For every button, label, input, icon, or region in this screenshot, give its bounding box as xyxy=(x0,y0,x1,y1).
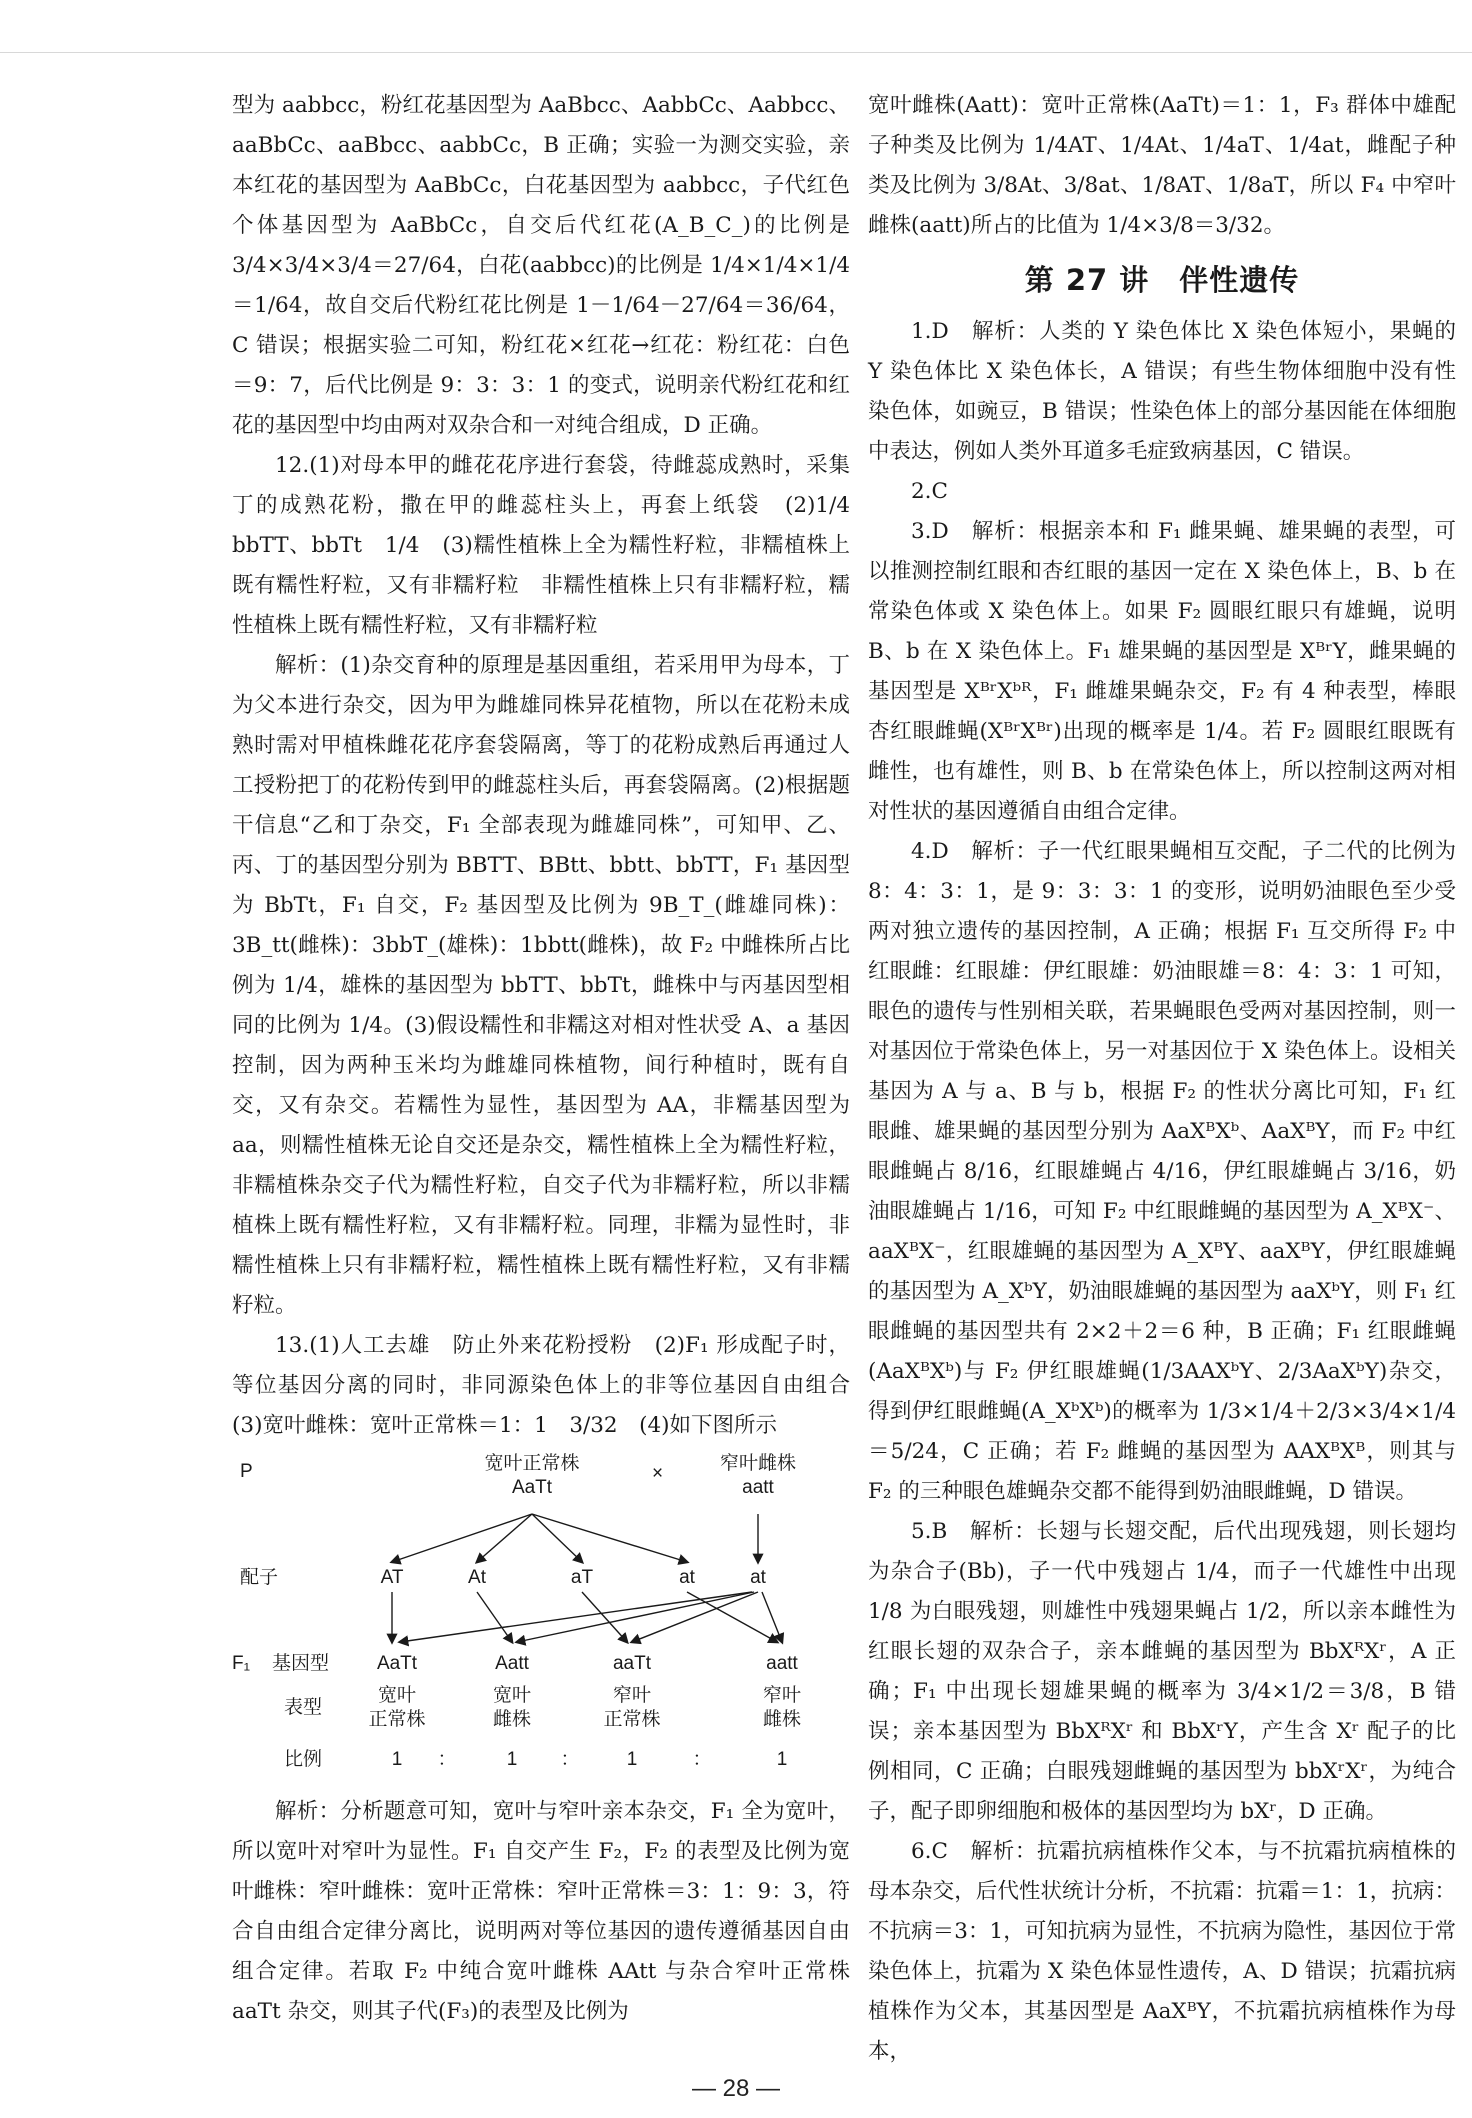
chapter-title: 第 27 讲 伴性遗传 xyxy=(1024,263,1300,297)
offspring-ratio: 1 xyxy=(391,1749,403,1770)
answer-6: 6.C 解析：抗霜抗病植株作父本，与不抗霜抗病植株的母本杂交，后代性状统计分析，不抗霜：抗霜＝1：1，抗病：不抗病＝3：1，可知抗病为显性，不抗病为隐性，基因位于常染色体上，抗霜为 X 染色体显性遗传，A、D 错误；抗霜抗病植株作为父本，其基因型是 AaXᴮY，不抗霜抗病植株作为母本， xyxy=(868,1839,1456,2064)
offspring-ratio: 1 xyxy=(626,1749,638,1770)
offspring-phenotype: 宽叶 xyxy=(492,1685,531,1706)
answer-1: 1.D 解析：人类的 Y 染色体比 X 染色体短小，果蝇的 Y 染色体比 X 染色体长，A 错误；有些生物体细胞中没有性染色体，如豌豆，B 错误；性染色体上的部分基因能在体细胞中表达，例如人类外耳道多毛症致病基因，C 错误。 xyxy=(868,319,1456,464)
offspring-genotype: Aatt xyxy=(495,1653,529,1674)
top-rule xyxy=(0,52,1472,53)
p-label: P xyxy=(240,1461,253,1482)
analysis-13: 解析：分析题意可知，宽叶与窄叶亲本杂交，F₁ 全为宽叶，所以宽叶对窄叶为显性。F₁ 自交产生 F₂，F₂ 的表型及比例为宽叶雌株：窄叶雌株：宽叶正常株：窄叶正常株＝3：1：9：3，符合自由组合定律分离比，说明两对等位基因的遗传遵循基因自由组合定律。若取 F₂ 中纯合宽叶雌株 AAtt 与杂合窄叶正常株 aaTt 杂交，则其子代(F₃)的表型及比例为 xyxy=(232,1799,850,2024)
offspring-phenotype: 宽叶 xyxy=(377,1685,416,1706)
paragraph-11-tail: 型为 aabbcc，粉红花基因型为 AaBbcc、AabbCc、Aabbcc、aaBbCc、aaBbcc、aabbCc，B 正确；实验一为测交实验，亲本红花的基因型为 AaBbCc，白花基因型为 aabbcc，子代红色个体基因型为 AaBbCc，自交后代红花(A_B_C_)的比例是 3/4×3/4×3/4＝27/64，白花(aabbcc)的比例是 1/4×1/4×1/4＝1/64，故自交后代粉红花比例是 1－1/64－27/64＝36/64，C 错误；根据实验二可知，粉红花×红花→红花：粉红花：白色＝9：7，后代比例是 9：3：3：1 的变式，说明亲代粉红花和红花的基因型中均由两对双杂合和一对纯合组成，D 正确。 xyxy=(232,93,850,438)
answer-4: 4.D 解析：子一代红眼果蝇相互交配，子二代的比例为 8：4：3：1，是 9：3：3：1 的变形，说明奶油眼色至少受两对独立遗传的基因控制，A 正确；根据 F₁ 互交所得 F₂ 中红眼雌：红眼雄：伊红眼雄：奶油眼雄＝8：4：3：1 可知，眼色的遗传与性别相关联，若果蝇眼色受两对基因控制，则一对基因位于常染色体上，另一对基因位于 X 染色体上。设相关基因为 A 与 a、B 与 b，根据 F₂ 的性状分离比可知，F₁ 红眼雌、雄果蝇的基因型分别为 AaXᴮXᵇ、AaXᴮY，而 F₂ 中红眼雌蝇占 8/16，红眼雄蝇占 4/16，伊红眼雄蝇占 3/16，奶油眼雄蝇占 1/16，可知 F₂ 中红眼雌蝇的基因型为 A_XᴮX⁻、aaXᴮX⁻，红眼雄蝇的基因型为 A_XᴮY、aaXᴮY，伊红眼雄蝇的基因型为 A_XᵇY，奶油眼雄蝇的基因型为 aaXᵇY，则 F₁ 红眼雌蝇的基因型共有 2×2＋2＝6 种，B 正确；F₁ 红眼雌蝇(AaXᴮXᵇ)与 F₂ 伊红眼雄蝇(1/3AAXᵇY、2/3AaXᵇY)杂交，得到伊红眼雌蝇(A_XᵇXᵇ)的概率为 1/3×1/4＋2/3×3/4×1/4＝5/24，C 正确；若 F₂ 雌蝇的基因型为 AAXᴮXᴮ，则其与 F₂ 的三种眼色雄蝇杂交都不能得到奶油眼雌蝇，D 错误。 xyxy=(868,839,1456,1504)
ratio-separator: ： xyxy=(692,1749,712,1770)
answer-3: 3.D 解析：根据亲本和 F₁ 雌果蝇、雄果蝇的表型，可以推测控制红眼和杏红眼的基因一定在 X 染色体上，B、b 在常染色体或 X 染色体上。如果 F₂ 圆眼红眼只有雄蝇，说明 B、b 在 X 染色体上。F₁ 雄果蝇的基因型是 XᴮʳY，雌果蝇的基因型是 XᴮʳXᵇᴿ，F₁ 雌雄果蝇杂交，F₂ 有 4 种表型，棒眼杏红眼雌蝇(XᴮʳXᴮʳ)出现的概率是 1/4。若 F₂ 圆眼红眼既有雌性，也有雄性，则 B、b 在常染色体上，所以控制这两对相对性状的基因遵循自由组合定律。 xyxy=(868,519,1456,824)
arrow-At-F1 xyxy=(477,1592,512,1642)
answer-13: 13.(1)人工去雄 防止外来花粉授粉 (2)F₁ 形成配子时，等位基因分离的同时，非同源染色体上的非等位基因自由组合 (3)宽叶雌株：宽叶正常株＝1：1 3/32 (4)如下图所示 xyxy=(232,1333,872,1438)
offspring-genotype: aatt xyxy=(766,1653,798,1674)
gamete-at-p2: at xyxy=(750,1567,766,1588)
parent2-name: 窄叶雌株 xyxy=(719,1453,796,1474)
offspring-ratio: 1 xyxy=(506,1749,518,1770)
arrow-p1-AT xyxy=(392,1514,532,1562)
arrow-p2at-F1b xyxy=(517,1592,754,1642)
answer-12: 12.(1)对母本甲的雌花花序进行套袋，待雌蕊成熟时，采集丁的成熟花粉，撒在甲的雌蕊柱头上，再套上纸袋 (2)1/4 bbTT、bbTt 1/4 (3)糯性植株上全为糯性籽粒，非糯植株上既有糯性籽粒，又有非糯籽粒 非糯性植株上只有非糯籽粒，糯性植株上既有糯性籽粒，又有非糯籽粒 xyxy=(232,453,872,638)
offspring-phenotype: 正常株 xyxy=(368,1709,426,1730)
analysis-13-tail: 宽叶雌株(Aatt)：宽叶正常株(AaTt)＝1：1，F₃ 群体中雄配子种类及比例为 1/4AT、1/4At、1/4aT、1/4at，雌配子种类及比例为 3/8At、3/8at、1/8AT、1/8aT，所以 F₄ 中窄叶雌株(aatt)所占的比值为 1/4×3/8＝3/32。 xyxy=(868,93,1456,238)
offspring-phenotype: 雌株 xyxy=(762,1709,801,1730)
phenotype-label: 表型 xyxy=(284,1697,323,1718)
gamete-At: At xyxy=(468,1567,486,1588)
answer-2: 2.C xyxy=(911,479,948,504)
arrow-p1-At xyxy=(477,1514,532,1562)
arrow-p1-at xyxy=(532,1514,687,1562)
page-number: — 28 — xyxy=(691,2075,781,2102)
gamete-label: 配子 xyxy=(240,1567,279,1588)
offspring-ratio: 1 xyxy=(776,1749,788,1770)
gamete-aT: aT xyxy=(570,1567,594,1588)
ratio-separator: ： xyxy=(560,1749,580,1770)
genetic-cross-diagram xyxy=(232,1452,850,1788)
arrow-p2at-F1d xyxy=(762,1592,782,1642)
analysis-12: 解析：(1)杂交育种的原理是基因重组，若采用甲为母本，丁为父本进行杂交，因为甲为雌雄同株异花植物，所以在花粉未成熟时需对甲植株雌花花序套袋隔离，等丁的花粉成熟后再通过人工授粉把丁的花粉传到甲的雌蕊柱头后，再套袋隔离。(2)根据题干信息“乙和丁杂交，F₁ 全部表现为雌雄同株”，可知甲、乙、丙、丁的基因型分别为 BBTT、BBtt、bbtt、bbTT，F₁ 基因型为 BbTt，F₁ 自交，F₂ 基因型及比例为 9B_T_(雌雄同株)：3B_tt(雌株)：3bbT_(雄株)：1bbtt(雌株)，故 F₂ 中雌株所占比例为 1/4，雄株的基因型为 bbTT、bbTt，雌株中与丙基因型相同的比例为 1/4。(3)假设糯性和非糯这对相对性状受 A、a 基因控制，因为两种玉米均为雌雄同株植物，间行种植时，既有自交，又有杂交。若糯性为显性，基因型为 AA，非糯基因型为 aa，则糯性植株无论自交还是杂交，糯性植株上全为糯性籽粒，非糯植株杂交子代为糯性籽粒，自交子代为非糯籽粒，所以非糯植株上既有糯性籽粒，又有非糯籽粒。同理，非糯为显性时，非糯性植株上只有非糯籽粒，糯性植株上既有糯性籽粒，又有非糯籽粒。 xyxy=(232,653,851,1318)
cross-symbol: × xyxy=(652,1463,664,1484)
parent2-genotype: aatt xyxy=(742,1477,774,1498)
arrow-p2at-F1a xyxy=(400,1592,752,1642)
parent1-name: 宽叶正常株 xyxy=(484,1453,580,1474)
f1-label: F₁ xyxy=(232,1653,251,1674)
offspring-phenotype: 正常株 xyxy=(603,1709,661,1730)
offspring-phenotype: 窄叶 xyxy=(612,1685,651,1706)
gamete-at: at xyxy=(679,1567,695,1588)
left-column xyxy=(232,86,872,2032)
cross-lines xyxy=(232,1452,850,1788)
ratio-separator: ： xyxy=(437,1749,457,1770)
offspring-phenotype: 雌株 xyxy=(492,1709,531,1730)
parent1-genotype: AaTt xyxy=(511,1477,553,1498)
offspring-phenotype: 窄叶 xyxy=(762,1685,801,1706)
offspring-genotype: aaTt xyxy=(612,1653,652,1674)
arrow-aT-F1 xyxy=(582,1592,627,1642)
ratio-label: 比例 xyxy=(284,1749,323,1770)
answer-5: 5.B 解析：长翅与长翅交配，后代出现残翅，则长翅均为杂合子(Bb)，子一代中残翅占 1/4，而子一代雄性中出现 1/8 为白眼残翅，则雄性中残翅果蝇占 1/2，所以亲本雌性为红眼长翅的双杂合子，亲本雌蝇的基因型为 BbXᴿXʳ，A 正确；F₁ 中出现长翅雄果蝇的概率为 3/4×1/2＝3/8，B 错误；亲本基因型为 BbXᴿXʳ 和 BbXʳY，产生含 Xʳ 配子的比例相同，C 正确；白眼残翅雌蝇的基因型为 bbXʳXʳ，为纯合子，配子即卵细胞和极体的基因型均为 bXʳ，D 正确。 xyxy=(868,1519,1456,1824)
genotype-label: 基因型 xyxy=(272,1653,330,1674)
right-column xyxy=(868,86,1456,2072)
offspring-genotype: AaTt xyxy=(376,1653,418,1674)
gamete-AT: AT xyxy=(380,1567,404,1588)
